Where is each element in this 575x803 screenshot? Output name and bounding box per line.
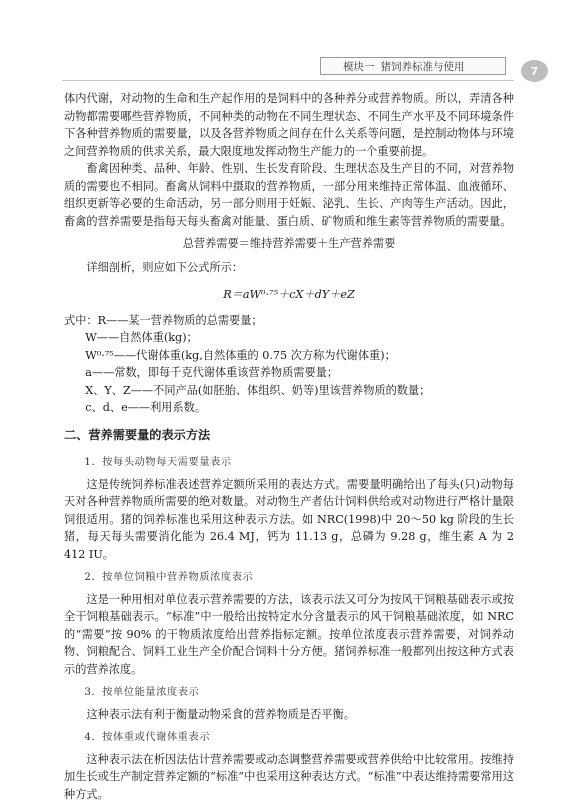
subsection-heading-3: 3．按单位能量浓度表示 bbox=[64, 684, 514, 702]
definition-metabolic-weight: W⁰·⁷⁵——代谢体重(kg,自然体重的 0.75 次方称为代谢体重)； bbox=[64, 347, 514, 365]
definition-a: a——常数，即每千克代谢体重该营养物质需要量； bbox=[64, 364, 514, 382]
page-body bbox=[64, 90, 514, 803]
subsection-heading-4: 4．按体重或代谢体重表示 bbox=[64, 729, 514, 747]
subsection-text-4: 这种表示法在析因法估计营养需要或动态调整营养需要或营养供给中比较常用。按维持加生长或生产制定营养定额的“标准”中也采用这种表达方式。“标准”中表达维持需要常用这种方式。 bbox=[64, 751, 514, 803]
subsection-text-2: 这是一种用相对单位表示营养需要的方法，该表示法又可分为按风干饲粮基础表示或按全干饲粮基础表示。“标准”中一般给出按特定水分含量表示的风干饲粮基础浓度，如 NRC 的“需要”按 90% 的干物质浓度给出营养指标定额。按单位浓度表示营养需要，对饲养动物、饲粮配合、饲料工业生产全价配合饲料十分方便。猪饲养标准一般都列出按这种方式表示的营养浓度。 bbox=[64, 591, 514, 679]
formula-total-requirement: 总营养需要＝维持营养需要＋生产营养需要 bbox=[64, 235, 514, 253]
formula-requirement-equation: R＝aW⁰·⁷⁵＋cX＋dY＋eZ bbox=[64, 286, 514, 304]
header-rule bbox=[62, 80, 514, 81]
page-number-badge: 7 bbox=[521, 60, 548, 82]
definition-w: W——自然体重(kg)； bbox=[64, 329, 514, 347]
subsection-text-3: 这种表示法有利于衡量动物采食的营养物质是否平衡。 bbox=[64, 706, 514, 724]
paragraph-2: 畜禽因种类、品种、年龄、性别、生长发育阶段、生理状态及生产目的不同，对营养物质的需要也不相同。畜禽从饲料中摄取的营养物质，一部分用来维持正常体温、血液循环、组织更新等必要的生命活动，另一部分则用于妊娠、泌乳、生长、产肉等生产活动。因此，畜禽的营养需要是指每天每头畜禽对能量、蛋白质、矿物质和维生素等营养物质的需要量。 bbox=[64, 160, 514, 230]
header-module: 模块一 bbox=[343, 59, 375, 74]
section-title: 二、营养需要量的表示方法 bbox=[64, 427, 514, 445]
definition-r: 式中：R——某一营养物质的总需要量； bbox=[64, 312, 514, 330]
subsection-heading-2: 2．按单位饲粮中营养物质浓度表示 bbox=[64, 569, 514, 587]
subsection-text-1: 这是传统饲养标准表述营养定额所采用的表达方式。需要量明确给出了每头(只)动物每天对各种营养物质所需要的绝对数量。对动物生产者估计饲料供给或对动物进行严格计量限饲很适用。猪的饲养标准也采用这种表示方法。如 NRC(1998)中 20～50 kg 阶段的生长猪，每天每头需要消化能为 26.4 MJ，钙为 11.13 g，总磷为 9.28 g，维生素 A 为 2 412 IU。 bbox=[64, 476, 514, 564]
definition-cde: c、d、e——利用系数。 bbox=[64, 399, 514, 417]
paragraph-1: 体内代谢，对动物的生命和生产起作用的是饲料中的各种养分或营养物质。所以，弄清各种动物都需要哪些营养物质，不同种类的动物在不同生理状态、不同生产水平及不同环境条件下各种营养物质的需要量，以及各营养物质之间存在什么关系等问题，是控制动物体与环境之间营养物质的供求关系，最大限度地发挥动物生产能力的一个重要前提。 bbox=[64, 90, 514, 160]
subsection-heading-1: 1．按每头动物每天需要量表示 bbox=[64, 454, 514, 472]
running-header bbox=[320, 57, 506, 75]
paragraph-3: 详细剖析，则应如下公式所示： bbox=[64, 259, 514, 277]
definition-xyz: X、Y、Z——不同产品(如胚胎、体组织、奶等)里该营养物质的数量； bbox=[64, 382, 514, 400]
header-title: 猪饲养标准与使用 bbox=[381, 59, 465, 74]
